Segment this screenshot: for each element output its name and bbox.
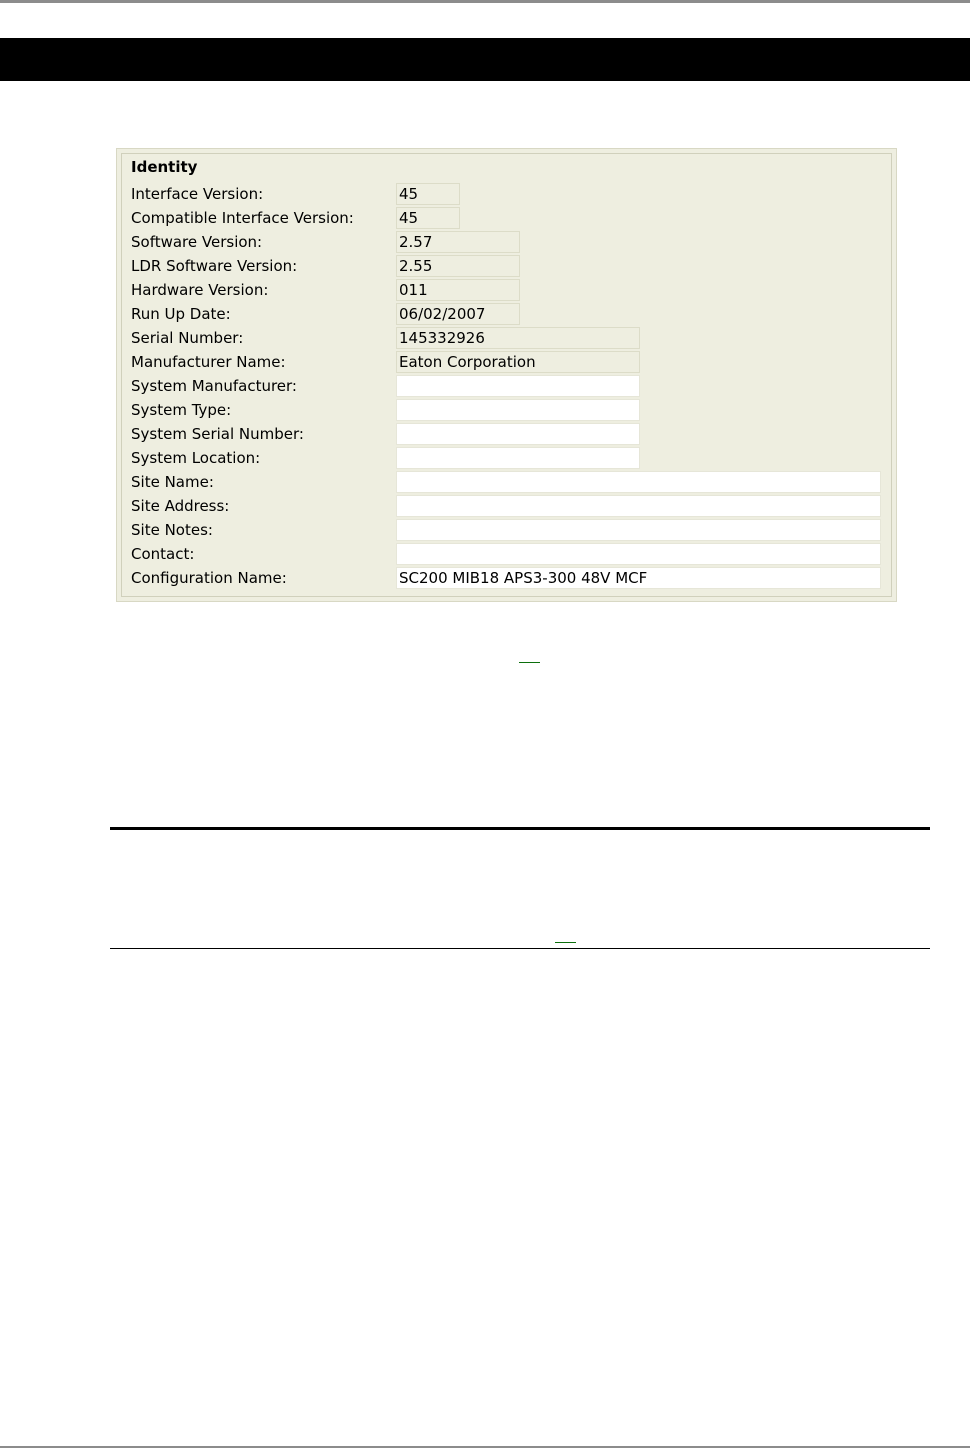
section-divider: [110, 827, 930, 830]
site-notes-label: Site Notes:: [131, 521, 213, 539]
compatible-interface-version-label: Compatible Interface Version:: [131, 209, 354, 227]
site-address-label: Site Address:: [131, 497, 230, 515]
configuration-name-input[interactable]: SC200 MIB18 APS3-300 48V MCF: [396, 567, 881, 589]
system-type-input[interactable]: [396, 399, 640, 421]
contact-input[interactable]: [396, 543, 881, 565]
contact-label: Contact:: [131, 545, 195, 563]
header-bar: [0, 38, 970, 81]
footnote-link-underline[interactable]: [555, 942, 576, 943]
serial-number-label: Serial Number:: [131, 329, 244, 347]
run-up-date-field: 06/02/2007: [396, 303, 520, 325]
site-name-label: Site Name:: [131, 473, 214, 491]
serial-number-field: 145332926: [396, 327, 640, 349]
identity-title: Identity: [131, 158, 198, 176]
compatible-interface-version-field: 45: [396, 207, 460, 229]
manufacturer-name-field: Eaton Corporation: [396, 351, 640, 373]
software-version-field: 2.57: [396, 231, 520, 253]
reference-link-underline[interactable]: [519, 662, 540, 663]
system-manufacturer-input[interactable]: [396, 375, 640, 397]
site-name-input[interactable]: [396, 471, 881, 493]
bottom-divider: [0, 1446, 970, 1448]
system-location-label: System Location:: [131, 449, 261, 467]
hardware-version-field: 011: [396, 279, 520, 301]
manufacturer-name-label: Manufacturer Name:: [131, 353, 286, 371]
ldr-software-version-label: LDR Software Version:: [131, 257, 298, 275]
run-up-date-label: Run Up Date:: [131, 305, 231, 323]
system-serial-number-label: System Serial Number:: [131, 425, 304, 443]
system-manufacturer-label: System Manufacturer:: [131, 377, 297, 395]
site-notes-input[interactable]: [396, 519, 881, 541]
system-location-input[interactable]: [396, 447, 640, 469]
interface-version-label: Interface Version:: [131, 185, 264, 203]
system-serial-number-input[interactable]: [396, 423, 640, 445]
interface-version-field: 45: [396, 183, 460, 205]
hardware-version-label: Hardware Version:: [131, 281, 269, 299]
configuration-name-label: Configuration Name:: [131, 569, 287, 587]
software-version-label: Software Version:: [131, 233, 263, 251]
site-address-input[interactable]: [396, 495, 881, 517]
section-divider-thin: [110, 948, 930, 949]
top-divider: [0, 0, 970, 3]
ldr-software-version-field: 2.55: [396, 255, 520, 277]
system-type-label: System Type:: [131, 401, 232, 419]
